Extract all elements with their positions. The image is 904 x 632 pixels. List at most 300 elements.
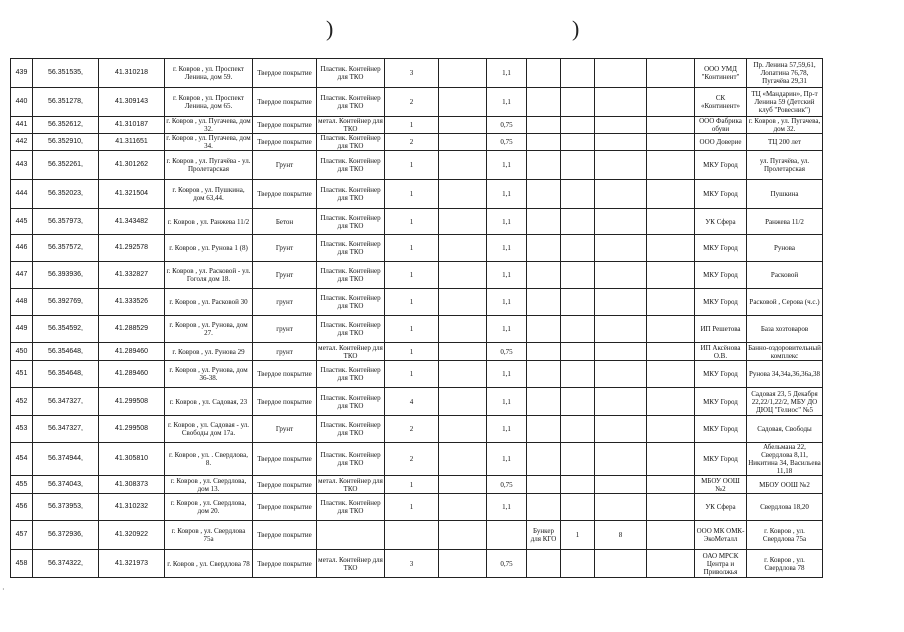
table-cell [595,361,647,388]
table-cell [487,521,527,550]
table-row [11,262,823,289]
table-cell: Твердое покрытие [253,180,317,209]
table-cell: Пластик. Контейнер для ТКО [317,316,385,343]
table-cell: метал. Контейнер для ТКО [318,343,383,360]
table-cell: ОАО МРСК Центра и Приволжья [695,550,747,578]
table-cell: 1 [385,151,439,180]
table-row [11,88,823,117]
table-cell [595,416,647,443]
table-cell: г. Ковров , ул. Свердлова 75а [747,521,823,550]
table-cell: грунт [253,316,317,343]
table-cell: 41.343482 [99,209,165,235]
table-cell: 1,1 [487,262,527,289]
table-cell [647,316,695,343]
table-cell: г. Ковров , ул. Ранжева 11/2 [165,209,253,235]
table-cell: 1,1 [487,361,527,388]
table-cell [561,476,595,494]
table-cell [527,235,561,262]
table-cell: 440 [11,88,33,117]
table-cell [439,361,487,388]
table-cell [439,134,487,151]
table-row [11,521,823,550]
table-cell [561,88,595,117]
table-cell: ООО Доверие [695,134,747,151]
table-cell [439,550,487,578]
table-cell: Пластик. Контейнер для ТКО [317,388,385,416]
table-cell [595,476,647,494]
table-cell [647,151,695,180]
table-cell: 1 [385,316,439,343]
table-cell: 0,75 [487,476,527,494]
table-cell: 56.351278, [33,88,99,117]
table-cell: 41.310232 [99,494,165,521]
table-cell: Пластик. Контейнер для ТКО [317,262,385,289]
table-body [11,59,823,578]
table-cell: г. Ковров , ул. Расковой - ул. Гоголя дом 18. [165,262,253,289]
table-cell [439,476,487,494]
table-cell: Бункер для КГО [527,521,561,550]
table-cell: 443 [11,151,33,180]
table-row [11,151,823,180]
table-cell: 3 [385,550,439,578]
table-cell [561,209,595,235]
table-row [11,289,823,316]
table-cell [595,209,647,235]
table-row [11,180,823,209]
table-cell [439,289,487,316]
table-cell [527,180,561,209]
table-cell [561,134,595,151]
table-cell: 451 [11,361,33,388]
table-cell: 0,75 [487,343,527,361]
table-cell: г. Ковров , ул. Свердлова, дом 13. [165,476,253,494]
table-cell: УК Сфера [695,494,747,521]
table-cell: Пластик. Контейнер для ТКО [317,416,385,443]
table-cell: ул. Пугачёва, ул. Пролетарская [747,151,823,180]
table-cell: 439 [11,59,33,88]
table-cell: 56.352023, [33,180,99,209]
table-cell [561,289,595,316]
table-cell: 56.347327, [33,416,99,443]
table-cell: 450 [11,343,33,361]
table-row [11,443,823,476]
table-cell: Свердлова 18,20 [747,494,823,521]
table-cell [439,494,487,521]
table-cell: УК Сфера [695,209,747,235]
table-cell: 41.305810 [99,443,165,476]
table-cell [561,235,595,262]
table-cell [647,476,695,494]
table-cell [527,117,561,134]
table-cell: 449 [11,316,33,343]
table-cell [595,117,647,134]
table-cell [527,388,561,416]
table-cell: Бетон [253,209,317,235]
table-row [11,59,823,88]
table-cell [439,262,487,289]
table-cell: г. Ковров , ул. Свердлова 75а [165,521,253,550]
table-cell [439,209,487,235]
table-cell: Твердое покрытие [253,443,317,476]
table-cell [527,59,561,88]
table-cell: ТЦ 200 лет [747,134,823,151]
table-cell: г. Ковров , ул. Пугачева, дом 32. [166,117,251,133]
table-cell: 41.311651 [99,134,165,151]
table-cell: Пластик. Контейнер для ТКО [317,494,385,521]
table-cell: 1,1 [487,416,527,443]
table-cell: г. Ковров , ул. Рунова, дом 36-38. [165,361,253,388]
table-cell: 1 [385,289,439,316]
table-cell: МКУ Город [695,361,747,388]
table-cell: 1 [385,343,439,361]
table-cell: 448 [11,289,33,316]
table-cell: 41.333526 [99,289,165,316]
table-cell: Банно-оздоровительный комплекс [748,343,821,360]
table-cell: Ранжева 11/2 [747,209,823,235]
table-cell [647,88,695,117]
table-cell [561,262,595,289]
table-cell: г. Ковров , ул. Рунова 1 (8) [165,235,253,262]
table-cell: МКУ Город [695,289,747,316]
table-cell [439,151,487,180]
table-cell: 458 [11,550,33,578]
table-cell [561,59,595,88]
table-cell [527,476,561,494]
table-cell: 1 [385,235,439,262]
table-cell: Грунт [253,416,317,443]
table-cell: 442 [11,134,33,151]
table-cell: г. Ковров , ул. Пушкина, дом 63,44. [165,180,253,209]
table-cell [527,151,561,180]
table-cell: 56.352910, [33,134,99,151]
table-cell [439,388,487,416]
table-cell: 56.374322, [33,550,99,578]
table-cell: 56.354648, [33,361,99,388]
table-cell: 1 [385,494,439,521]
table-cell [647,416,695,443]
table-cell: Твердое покрытие [253,117,317,134]
table-cell: 56.372936, [33,521,99,550]
table-cell: 56.351535, [33,59,99,88]
table-cell: 1,1 [487,209,527,235]
table-cell: Твердое покрытие [253,88,317,117]
table-cell [317,521,385,550]
table-cell: г. Ковров , ул. Рунова 29 [165,343,253,361]
table-cell: МКУ Город [695,262,747,289]
table-cell [647,262,695,289]
table-cell: МБОУ ООШ №2 [695,476,747,494]
table-cell [647,59,695,88]
table-cell: Пластик. Контейнер для ТКО [317,361,385,388]
table-cell [439,316,487,343]
table-cell: Грунт [253,151,317,180]
table-cell: 56.393936, [33,262,99,289]
table-cell: 56.373953, [33,494,99,521]
table-cell [561,416,595,443]
table-row [11,476,823,494]
table-cell [527,209,561,235]
table-cell [561,180,595,209]
table-cell: Пр. Ленина 57,59,61, Лопатина 76,78, Пугачёва 29,31 [747,59,823,88]
table-cell: 2 [385,416,439,443]
table-row [11,388,823,416]
table-cell [527,316,561,343]
table-cell: Грунт [253,262,317,289]
table-cell: 41.310187 [99,117,165,134]
table-cell: 41.288529 [99,316,165,343]
table-cell: 56.374043, [33,476,99,494]
table-cell: 1,1 [487,235,527,262]
table-cell: База хозтоваров [747,316,823,343]
table-cell: г. Ковров , ул. Свердлова 78 [747,550,823,578]
table-cell [647,117,695,134]
table-cell: 3 [385,59,439,88]
table-cell: МКУ Город [695,388,747,416]
table-cell: 1,1 [487,316,527,343]
table-cell: 41.321504 [99,180,165,209]
table-cell: 4 [385,388,439,416]
table-cell: ИП Решетова [695,316,747,343]
table-cell [527,416,561,443]
table-cell: г. Ковров , ул. . Свердлова, 8. [165,443,253,476]
table-cell [439,59,487,88]
table-cell [439,235,487,262]
table-cell [527,134,561,151]
table-cell: Пластик. Контейнер для ТКО [317,151,385,180]
table-row [11,343,823,361]
table-cell: МКУ Город [695,180,747,209]
table-cell: 41.299508 [99,416,165,443]
table-cell: 447 [11,262,33,289]
table-cell: 56.347327, [33,388,99,416]
table-cell: 41.309143 [99,88,165,117]
table-cell: 1 [561,521,595,550]
table-cell [439,443,487,476]
table-cell: 1 [385,361,439,388]
table-cell: 445 [11,209,33,235]
table-cell: г. Ковров , ул. Садовая, 23 [165,388,253,416]
table-cell: СК «Континент» [695,88,747,117]
table-cell: МКУ Город [695,235,747,262]
table-cell: 41.332827 [99,262,165,289]
table-cell: Садовая, Свободы [747,416,823,443]
table-cell: г. Ковров , ул. Проспект Ленина, дом 59. [165,59,253,88]
table-cell: Пластик. Контейнер для ТКО [317,235,385,262]
table-cell [647,235,695,262]
table-cell: грунт [253,343,317,361]
table-cell [595,289,647,316]
table-cell: Твердое покрытие [253,550,317,578]
table-cell: Пластик. Контейнер для ТКО [317,180,385,209]
table-cell [647,289,695,316]
table-row [11,316,823,343]
table-cell: МКУ Город [695,151,747,180]
table-cell: Грунт [253,235,317,262]
table-cell [595,88,647,117]
table-cell: 41.321973 [99,550,165,578]
table-cell: Пушкина [747,180,823,209]
table-cell: МБОУ ООШ №2 [747,476,823,494]
table-cell [527,443,561,476]
table-row [11,550,823,578]
table-cell: 8 [595,521,647,550]
table-cell [561,550,595,578]
table-cell: Пластик. Контейнер для ТКО [317,443,385,476]
table-cell [595,151,647,180]
table-cell: 453 [11,416,33,443]
table-cell [561,316,595,343]
table-cell: 446 [11,235,33,262]
table-cell [595,316,647,343]
table-cell [561,494,595,521]
table-cell: 56.352612, [33,117,99,134]
table-cell: 2 [385,443,439,476]
table-cell: МКУ Город [695,443,747,476]
table-cell: Твердое покрытие [253,494,317,521]
table-cell: 41.310218 [99,59,165,88]
table-cell: 41.289460 [99,361,165,388]
table-cell [527,289,561,316]
table-cell: 56.354592, [33,316,99,343]
table-cell: 441 [11,117,33,134]
table-row [11,416,823,443]
table-cell: Твердое покрытие [253,388,317,416]
table-cell [647,343,695,361]
hole-punch-mark-right: ) [572,16,580,41]
table-cell: 41.289460 [99,343,165,361]
table-cell: 1,1 [487,289,527,316]
table-row [11,134,823,151]
table-cell [595,494,647,521]
table-cell [561,443,595,476]
table-cell: метал. Контейнер для ТКО [318,476,383,493]
table-cell: 454 [11,443,33,476]
table-cell: 56.357572, [33,235,99,262]
table-cell: 1 [385,209,439,235]
table-cell: 455 [11,476,33,494]
table-cell: 1,1 [487,443,527,476]
table-cell: ООО Фабрика обуви [695,117,747,134]
table-cell: МКУ Город [695,416,747,443]
table-cell [595,343,647,361]
table-cell [439,180,487,209]
table-cell: Пластик. Контейнер для ТКО [317,209,385,235]
table-row [11,117,823,134]
table-cell [385,521,439,550]
table-cell: метал. Контейнер для ТКО [318,117,383,133]
table-cell [647,361,695,388]
table-row [11,235,823,262]
table-cell [439,343,487,361]
table-cell: Рунова [747,235,823,262]
table-cell [647,134,695,151]
table-cell: 1,1 [487,494,527,521]
table-cell: 452 [11,388,33,416]
table-cell: 41.299508 [99,388,165,416]
table-cell: 0,75 [487,117,527,134]
table-cell: Твердое покрытие [253,521,317,550]
table-cell: Пластик. Контейнер для ТКО [317,134,385,151]
table-cell: 1,1 [487,88,527,117]
table-cell: 1 [385,262,439,289]
table-cell: Твердое покрытие [253,361,317,388]
table-row [11,209,823,235]
table-cell [561,151,595,180]
table-cell [647,209,695,235]
table-cell: Твердое покрытие [253,59,317,88]
table-cell: 41.292578 [99,235,165,262]
table-cell [647,443,695,476]
hole-punch-mark-left: ) [326,16,334,41]
table-cell: 2 [385,88,439,117]
table-cell: 56.354648, [33,343,99,361]
table-cell: Расковой [747,262,823,289]
table-cell [595,134,647,151]
table-cell: г. Ковров , ул. Пугачева, дом 32. [747,117,823,134]
container-sites-table [10,58,823,578]
table-cell: Твердое покрытие [253,134,317,151]
table-cell: Садовая 23, 5 Декабря 22,22/1,22/2, МБУ ДО ДЮЦ "Гелиос" №5 [747,388,823,416]
table-cell: г. Ковров , ул. Проспект Ленина, дом 65. [165,88,253,117]
table-cell: Расковой , Серова (ч.с.) [747,289,823,316]
table-cell: 444 [11,180,33,209]
table-cell: Абельмана 22, Свердлова 8,11, Никитина 34, Васильева 11,18 [748,443,821,475]
table-cell [561,388,595,416]
table-cell [527,343,561,361]
table-cell [595,262,647,289]
table-cell: г. Ковров , ул. Свердлова, дом 20. [165,494,253,521]
table-cell [647,550,695,578]
table-cell: 1 [385,117,439,134]
table-cell [595,59,647,88]
table-cell: 41.301262 [99,151,165,180]
table-cell [527,550,561,578]
table-cell: ООО МК ОМК-ЭкоМеталл [695,521,747,550]
table-cell: г. Ковров , ул. Рунова, дом 27. [165,316,253,343]
table-cell: метал. Контейнер для ТКО [317,550,385,578]
table-cell: 56.357973, [33,209,99,235]
table-cell [595,180,647,209]
table-cell: Пластик. Контейнер для ТКО [317,88,385,117]
table-cell [439,117,487,134]
table-cell: 0,75 [487,134,527,151]
table-cell: 1,1 [487,59,527,88]
table-cell: 56.392769, [33,289,99,316]
table-cell [595,388,647,416]
table-cell: ТЦ «Мандарин», Пр-т Ленина 59 (Детский клуб "Ровесник") [747,88,823,117]
table-cell: Твердое покрытие [253,476,317,494]
table-cell [647,388,695,416]
table-cell: грунт [253,289,317,316]
table-cell: ИП Аксёнова О.В. [695,343,747,361]
table-cell: 1 [385,476,439,494]
table-cell: г. Ковров , ул. Расковой 30 [165,289,253,316]
table-cell: г. Ковров , ул. Пугачева, дом 34. [166,134,251,150]
table-cell [527,361,561,388]
table-cell: 56.352261, [33,151,99,180]
table-cell: 457 [11,521,33,550]
table-cell: 2 [385,134,439,151]
table-cell: Пластик. Контейнер для ТКО [317,289,385,316]
table-cell: 0,75 [487,550,527,578]
table-cell: 41.308373 [99,476,165,494]
table-cell: г. Ковров , ул. Садовая - ул. Свободы дом 17а. [165,416,253,443]
table-cell: 1,1 [487,180,527,209]
table-cell: 1 [385,180,439,209]
table-cell [647,494,695,521]
table-cell [561,343,595,361]
table-cell [595,235,647,262]
